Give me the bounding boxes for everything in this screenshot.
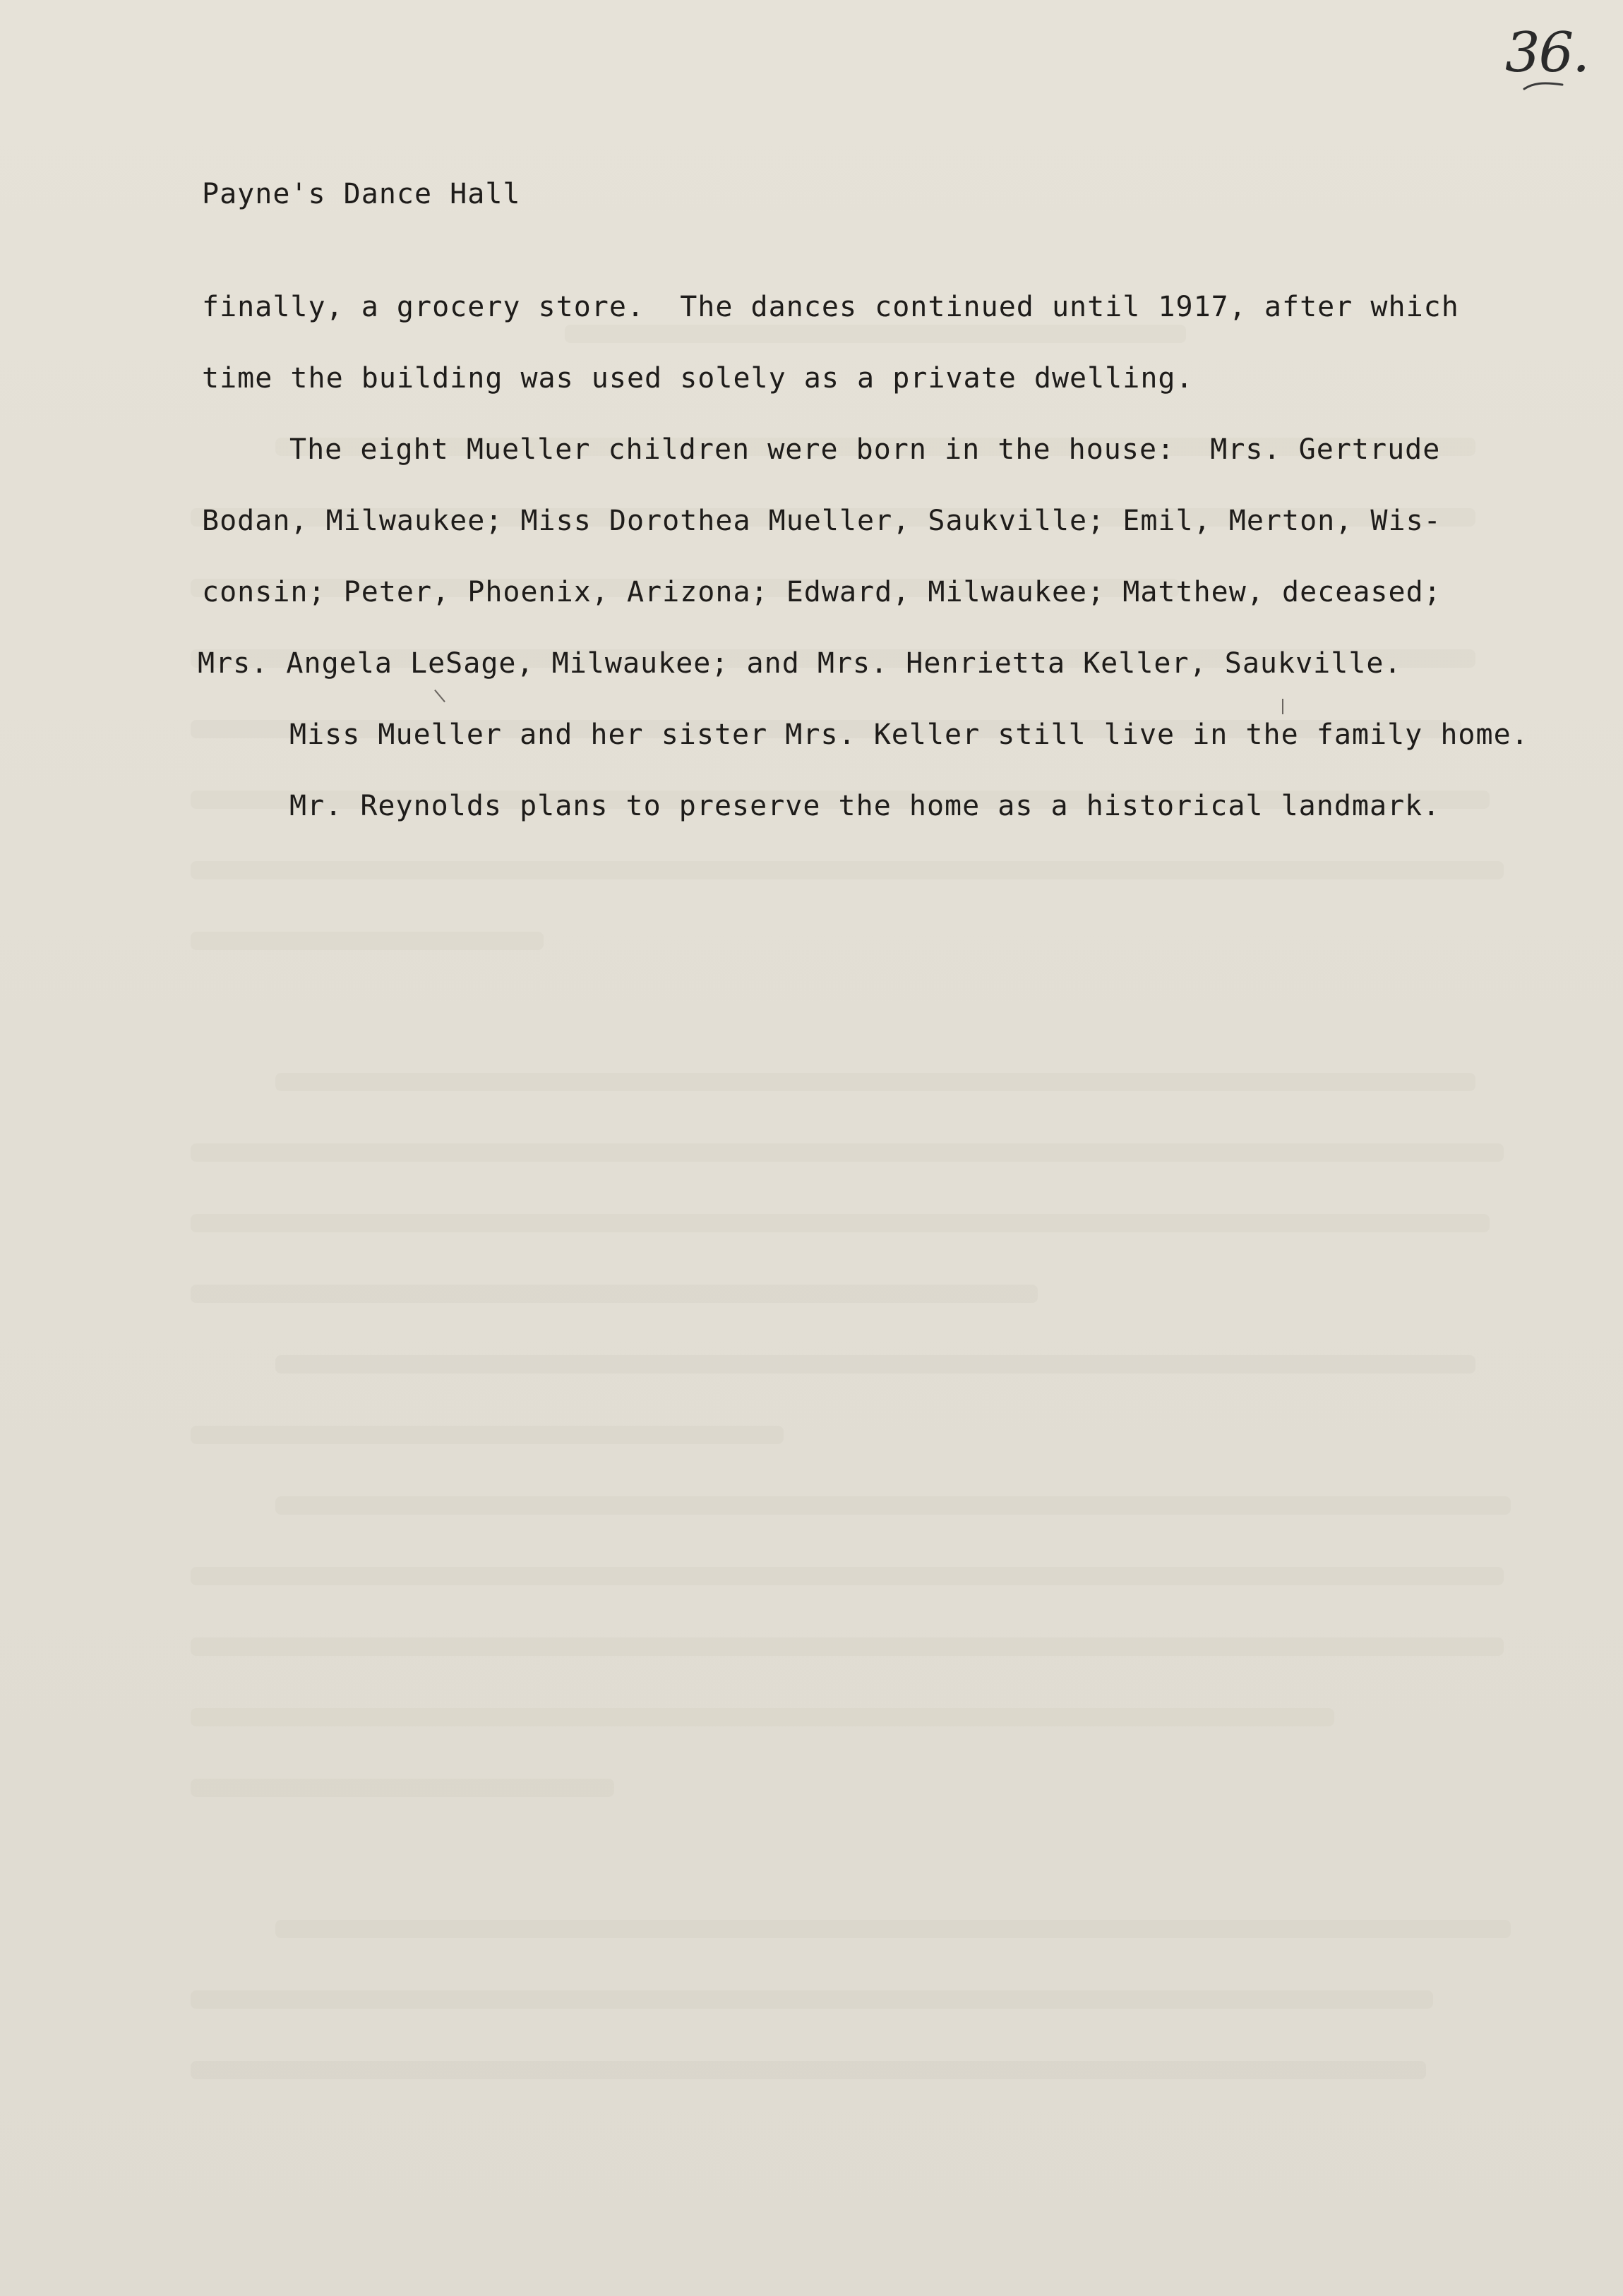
- text-line: finally, a grocery store. The dances continued until 1917, after which: [202, 291, 1459, 323]
- body-text: [198, 282, 1543, 853]
- text-line: The eight Mueller children were born in the house: Mrs. Gertrude: [289, 433, 1441, 466]
- page-number: 36.: [1505, 21, 1589, 85]
- text-line: Miss Mueller and her sister Mrs. Keller still live in the family home.: [289, 719, 1529, 751]
- handwritten-dash-mark: [1521, 79, 1565, 93]
- text-line: Mr. Reynolds plans to preserve the home as a historical landmark.: [289, 790, 1441, 822]
- text-line: time the building was used solely as a private dwelling.: [202, 362, 1194, 395]
- text-line: Bodan, Milwaukee; Miss Dorothea Mueller, Saukville; Emil, Merton, Wis-: [202, 505, 1442, 537]
- running-head: Payne's Dance Hall: [202, 178, 521, 210]
- text-line: Mrs. Angela LeSage, Milwaukee; and Mrs. Henrietta Keller, Saukville.: [198, 647, 1402, 680]
- stray-mark: [1282, 699, 1283, 714]
- text-line: consin; Peter, Phoenix, Arizona; Edward, Milwaukee; Matthew, deceased;: [202, 576, 1442, 608]
